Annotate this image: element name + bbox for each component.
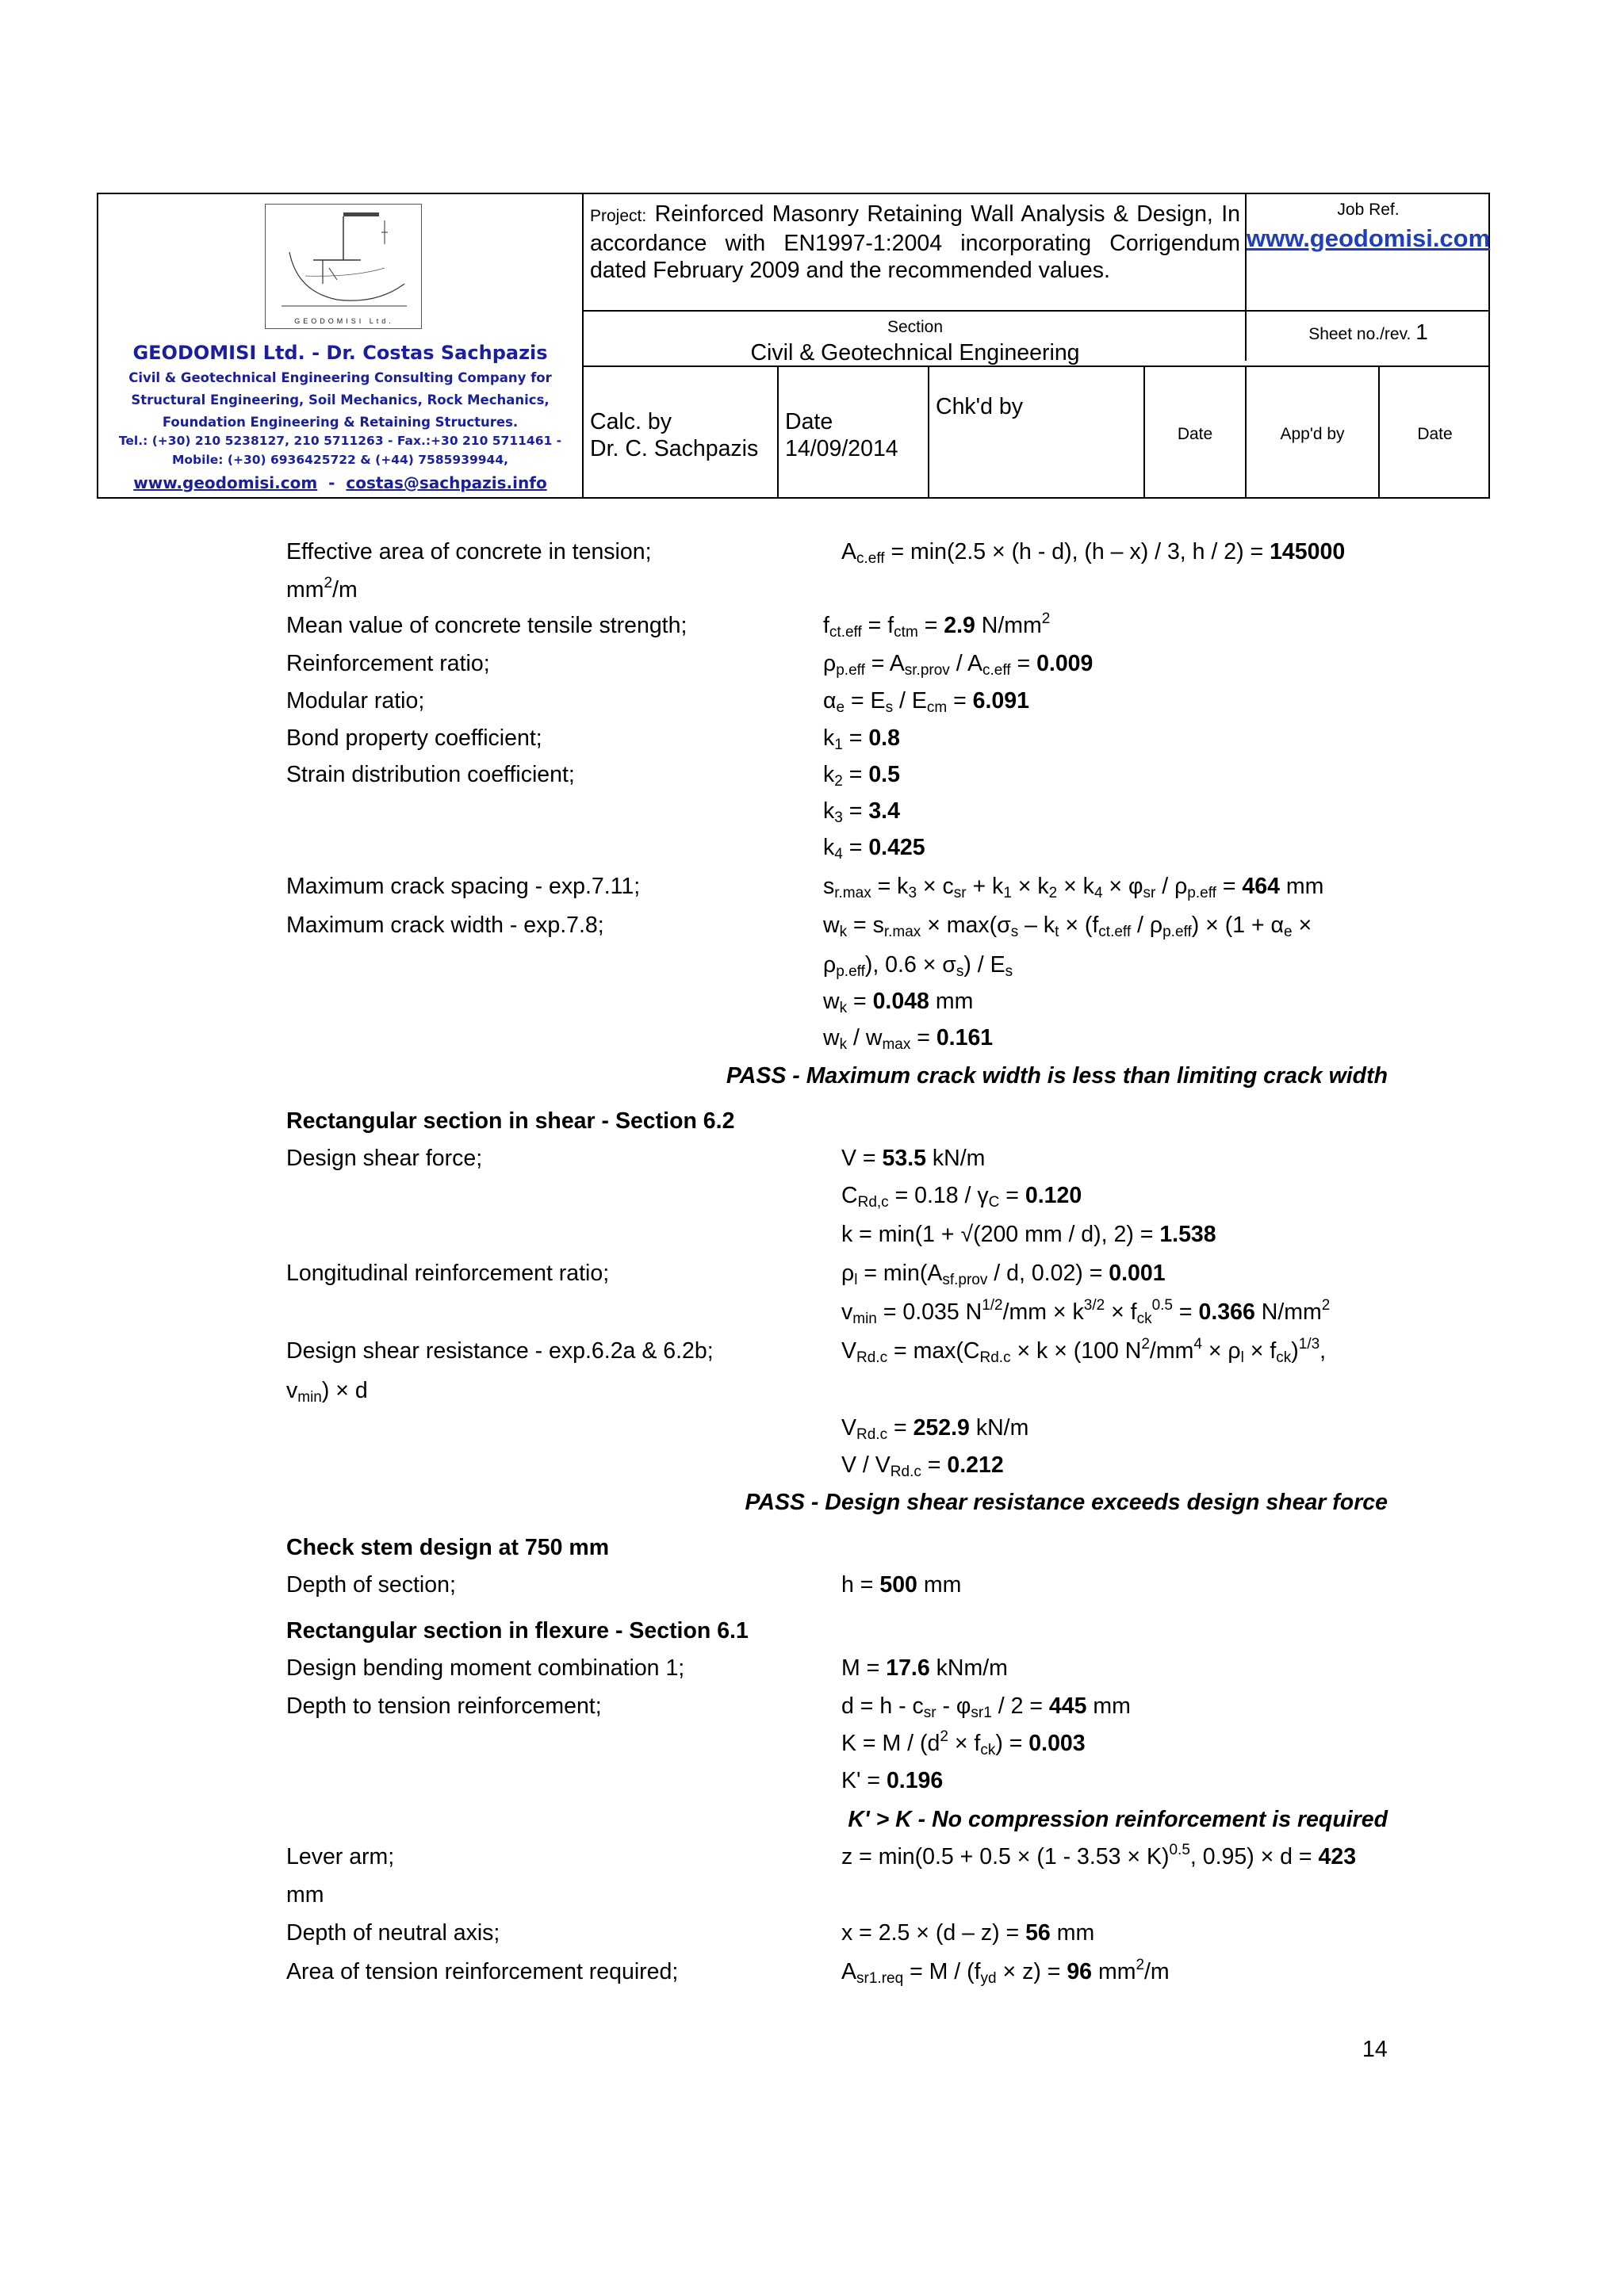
- label-area-tension-required: Area of tension reinforcement required;: [286, 1959, 679, 1984]
- heading-flexure: Rectangular section in flexure - Section 6.1: [286, 1618, 749, 1644]
- value-rho-l: 0.001: [1109, 1261, 1166, 1286]
- formula-rho-l: $\rho_l = \min(A_{sf.prov} / d$, 0.02) = 0.001: [841, 1261, 1166, 1288]
- company-name: GEODOMISI Ltd. - Dr. Costas Sachpazis: [132, 342, 548, 364]
- job-ref-label: Job Ref.: [1337, 201, 1400, 219]
- section-value: Civil & Geotechnical Engineering: [750, 340, 1080, 365]
- label-design-shear-resistance: Design shear resistance - exp.6.2a & 6.2b;: [286, 1338, 714, 1364]
- label-max-crack-spacing: Maximum crack spacing - exp.7.11;: [286, 874, 641, 899]
- value-z: 423: [1318, 1844, 1357, 1869]
- section-label: Section: [887, 318, 944, 336]
- formula-wk-ratio: $w_k / w_{max} = 0.161$: [823, 1025, 994, 1053]
- value-VRdc: 252.9: [913, 1415, 970, 1441]
- company-line: Civil & Geotechnical Engineering Consulting Company for: [128, 370, 552, 385]
- label-depth-to-tension: Depth to tension reinforcement;: [286, 1693, 602, 1719]
- value-CRdc: 0.120: [1025, 1183, 1082, 1208]
- project-text: Reinforced Masonry Retaining Wall Analysis & Design, In accordance with EN1997-1:2004 incorporating Corrigendum dated February 2009 and the recommended values.: [590, 201, 1240, 283]
- date2-label: Date: [1177, 425, 1213, 443]
- formula-VRdc-2: $v_{min}) \times d$: [286, 1378, 368, 1406]
- formula-VRdc-1: $V_{Rd.c} = \max(C_{Rd.c} \times k \times (100$ $N^2/mm^4 \times \rho_l \times f_{ck})^{1/3}$,: [841, 1336, 1327, 1366]
- checked-by-label: Chk'd by: [936, 394, 1023, 419]
- formula-vmin: $v_{min} = 0.035$ $N^{1/2}/mm \times k^{3/2} \times f_{ck}^{0.5} = 0.366$ $N/mm^2$: [841, 1297, 1331, 1327]
- value-sr-max: 464: [1242, 874, 1280, 899]
- company-contact-links: [98, 473, 582, 492]
- project-label: Project:: [590, 207, 647, 225]
- value-k1: 0.8: [868, 725, 900, 751]
- value-wk-ratio: 0.161: [936, 1025, 994, 1050]
- value-vmin: 0.366: [1198, 1299, 1255, 1325]
- value-V: 53.5: [882, 1146, 926, 1171]
- value-k4: 0.425: [868, 835, 925, 860]
- formula-M: M = 17.6 kNm/m: [841, 1655, 1008, 1681]
- value-M: 17.6: [886, 1655, 930, 1681]
- company-line: Structural Engineering, Soil Mechanics, Rock Mechanics,: [131, 392, 550, 408]
- heading-stem-check: Check stem design at 750 mm: [286, 1535, 610, 1560]
- formula-k4: $k_4 = 0.425$: [823, 835, 925, 863]
- pass-compression-reinforcement: K' > K - No compression reinforcement is required: [848, 1807, 1388, 1832]
- date-value: 14/09/2014: [785, 436, 898, 461]
- value-wk: 0.048: [872, 989, 929, 1014]
- sheet-label: Sheet no./rev.: [1308, 325, 1411, 343]
- formula-k1: $k_1 = 0.8$: [823, 725, 900, 753]
- formula-z: $z = \min(0.5 + 0.5 \times (1 - 3.53 \times K)^{0.5}$, 0.95) × d = 423: [841, 1842, 1357, 1869]
- formula-d: $d = h - c_{sr} - \varphi_{sr1} / 2 = 445$ mm: [841, 1693, 1131, 1721]
- formula-VRdc-value: $V_{Rd.c} = 252.9$ kN/m: [841, 1415, 1029, 1443]
- divider: [582, 310, 1490, 312]
- label-neutral-axis: Depth of neutral axis;: [286, 1920, 500, 1946]
- formula-wk-1: $w_k = s_{r.max} \times \max(\sigma_s - k_t \times (f_{ct.eff} / \rho_{p.eff}) \times (1 + \alpha_e$ ×: [823, 913, 1312, 940]
- formula-Kprime: K' = 0.196: [841, 1768, 944, 1793]
- formula-rho-p-eff: $\rho_{p.eff} = A_{sr.prov} / A_{c.eff} = 0.009$: [823, 651, 1094, 679]
- job-ref-link[interactable]: www.geodomisi.com: [1247, 224, 1491, 252]
- label-design-bending-moment: Design bending moment combination 1;: [286, 1655, 685, 1681]
- unit-mm: mm: [286, 577, 324, 603]
- value-alpha-e: 6.091: [972, 688, 1029, 714]
- unit-lever-arm: mm: [286, 1882, 324, 1908]
- value-h: 500: [879, 1572, 917, 1598]
- value-k: 1.538: [1159, 1222, 1216, 1247]
- label-reinforcement-ratio: Reinforcement ratio;: [286, 651, 490, 676]
- value-Asr1-req: 96: [1067, 1959, 1093, 1984]
- formula-K: $K = M / (d^2 \times f_{ck}) = 0.003$: [841, 1728, 1086, 1758]
- formula-x: x = 2.5 × (d – z) = 56 mm: [841, 1920, 1095, 1946]
- sheet-value: 1: [1415, 320, 1428, 344]
- formula-V-ratio: $V / V_{Rd.c} = 0.212$: [841, 1452, 1004, 1480]
- label-max-crack-width: Maximum crack width - exp.7.8;: [286, 913, 604, 938]
- formula-ac-eff: $A_{c.eff} = \min(2.5 \times (h - d)$, (h – x) / 3, h / 2) = 145000: [841, 539, 1346, 567]
- heading-shear: Rectangular section in shear - Section 6.2: [286, 1108, 735, 1134]
- value-k3: 3.4: [868, 798, 900, 824]
- calc-date: [785, 408, 898, 462]
- value-rho-p-eff: 0.009: [1036, 651, 1094, 676]
- formula-h: h = 500 mm: [841, 1572, 962, 1598]
- pass-shear-resistance: PASS - Design shear resistance exceeds design shear force: [745, 1490, 1388, 1515]
- approved-by-label: App'd by: [1280, 425, 1345, 443]
- unit-ac-eff: $mm^2/m$: [286, 575, 358, 603]
- label-effective-area: Effective area of concrete in tension;: [286, 539, 652, 564]
- value-V-ratio: 0.212: [947, 1452, 1004, 1478]
- value-d: 445: [1048, 1693, 1087, 1719]
- label-mean-tensile: Mean value of concrete tensile strength;: [286, 613, 688, 638]
- pass-crack-width: PASS - Maximum crack width is less than limiting crack width: [726, 1063, 1388, 1089]
- company-line: Foundation Engineering & Retaining Structures.: [162, 415, 519, 430]
- value-k2: 0.5: [868, 762, 900, 787]
- label-strain-coefficient: Strain distribution coefficient;: [286, 762, 575, 787]
- unit-per-m: /m: [332, 577, 358, 603]
- date-label: Date: [785, 409, 833, 434]
- company-line: Tel.: (+30) 210 5238127, 210 5711263 - Fax.:+30 210 5711461 -: [118, 434, 562, 448]
- formula-alpha-e: $\alpha_e = E_s / E_{cm} = 6.091$: [823, 688, 1029, 716]
- label-design-shear-force: Design shear force;: [286, 1146, 483, 1171]
- value-x: 56: [1025, 1920, 1051, 1946]
- label-modular-ratio: Modular ratio;: [286, 688, 425, 714]
- label-lever-arm: Lever arm;: [286, 1844, 395, 1869]
- calc-by-value: Dr. C. Sachpazis: [590, 436, 759, 461]
- formula-k3: $k_3 = 3.4$: [823, 798, 900, 826]
- label-longitudinal-ratio: Longitudinal reinforcement ratio;: [286, 1261, 610, 1286]
- formula-k2: $k_2 = 0.5$: [823, 762, 900, 790]
- company-line: Mobile: (+30) 6936425722 & (+44) 7585939944,: [171, 453, 509, 467]
- label-depth-of-section: Depth of section;: [286, 1572, 456, 1598]
- calc-by: [590, 408, 758, 462]
- value-fct-eff: 2.9: [944, 613, 975, 638]
- formula-wk-value: $w_k = 0.048$ mm: [823, 989, 974, 1016]
- page-number: 14: [1362, 2037, 1388, 2062]
- sheet-rev: [1247, 320, 1490, 345]
- header-table: [97, 193, 1490, 499]
- formula-Asr1-req: $A_{sr1.req} = M / (f_{yd} \times z) = 96$ $mm^2/m$: [841, 1957, 1170, 1987]
- calc-by-label: Calc. by: [590, 409, 672, 434]
- value-Kprime: 0.196: [886, 1768, 944, 1793]
- separator: -: [328, 473, 335, 492]
- value-ac-eff: 145000: [1270, 539, 1346, 564]
- date3-label: Date: [1417, 425, 1453, 443]
- formula-wk-2: $\rho_{p.eff}$), $0.6 \times \sigma_s) / E_s$: [823, 952, 1013, 980]
- formula-k: k = min(1 + √(200 mm / d), 2) = 1.538: [841, 1222, 1216, 1247]
- formula-CRdc: $C_{Rd,c} = 0.18 / \gamma_C = 0.120$: [841, 1183, 1082, 1211]
- divider: [928, 367, 929, 499]
- company-logo: [265, 204, 422, 329]
- label-bond-coefficient: Bond property coefficient;: [286, 725, 542, 751]
- formula-fct-eff: $f_{ct.eff} = f_{ctm} = 2.9$ $N/mm^2$: [823, 610, 1051, 641]
- company-email-link[interactable]: costas@sachpazis.info: [346, 473, 547, 492]
- value-K: 0.003: [1028, 1731, 1086, 1756]
- project-description: [590, 201, 1240, 284]
- formula-V: V = 53.5 kN/m: [841, 1146, 986, 1171]
- company-website-link[interactable]: www.geodomisi.com: [133, 473, 318, 492]
- divider: [777, 367, 779, 499]
- formula-sr-max: $s_{r.max} = k_3 \times c_{sr} + k_1 \times k_2 \times k_4 \times \varphi_{sr} / \rho_{p.eff} = 464$ mm: [823, 874, 1324, 901]
- logo-caption: GEODOMISI Ltd.: [294, 317, 394, 325]
